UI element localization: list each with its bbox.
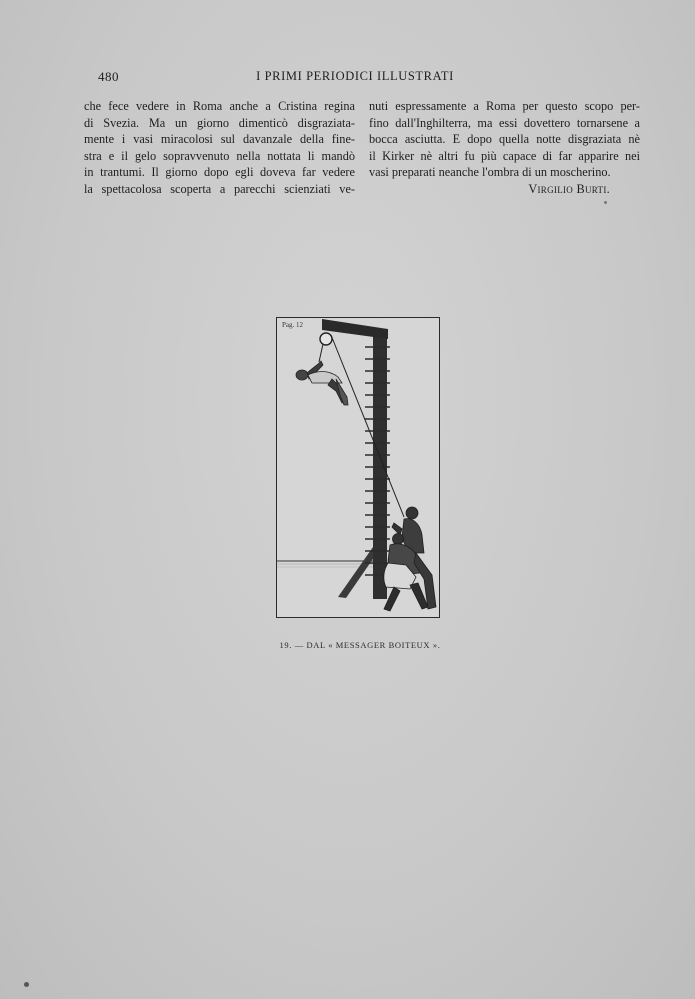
text-line: bocca asciutta. E dopo quella notte disgraziata nè — [369, 132, 640, 146]
plate-mark: Pag. 12 — [282, 321, 303, 329]
running-title: I PRIMI PERIODICI ILLUSTRATI — [256, 69, 454, 83]
figure-caption: 19. — DAL « MESSAGER BOITEUX ». — [279, 640, 441, 650]
engraving-illustration — [276, 317, 440, 618]
author-signature: Virgilio Burti. — [528, 181, 610, 196]
engraving-drawing — [276, 317, 440, 618]
text-line: la spettacolosa scoperta a parecchi scienziati ve- — [84, 181, 355, 196]
tall-post — [373, 329, 387, 599]
page-number: 480 — [98, 69, 119, 84]
pulley-wheel — [320, 333, 332, 345]
right-text-column — [369, 98, 640, 197]
text-line: stra e il gelo sopravvenuto nella nottata li mandò — [84, 148, 355, 163]
text-line: in trantumi. Il giorno dopo egli doveva far vedere — [84, 165, 355, 179]
text-line: vasi preparati neanche l'ombra di un moscherino. — [369, 165, 611, 179]
text-line: nuti espressamente a Roma per questo scopo per- — [369, 99, 640, 113]
text-line: fino dall'Inghilterra, ma essi dovettero tornarsene a — [369, 115, 640, 130]
text-line: che fece vedere in Roma anche a Cristina regina — [84, 99, 355, 113]
paper-speck — [604, 201, 607, 204]
left-text-column — [84, 98, 355, 197]
text-line: di Svezia. Ma un giorno dimenticò disgraziata- — [84, 115, 355, 130]
text-line: mente i vasi miracolosi sul davanzale della fine- — [84, 132, 355, 146]
paper-speck — [24, 982, 29, 987]
text-line: il Kirker nè altri fu più capace di far apparire nei — [369, 148, 640, 163]
